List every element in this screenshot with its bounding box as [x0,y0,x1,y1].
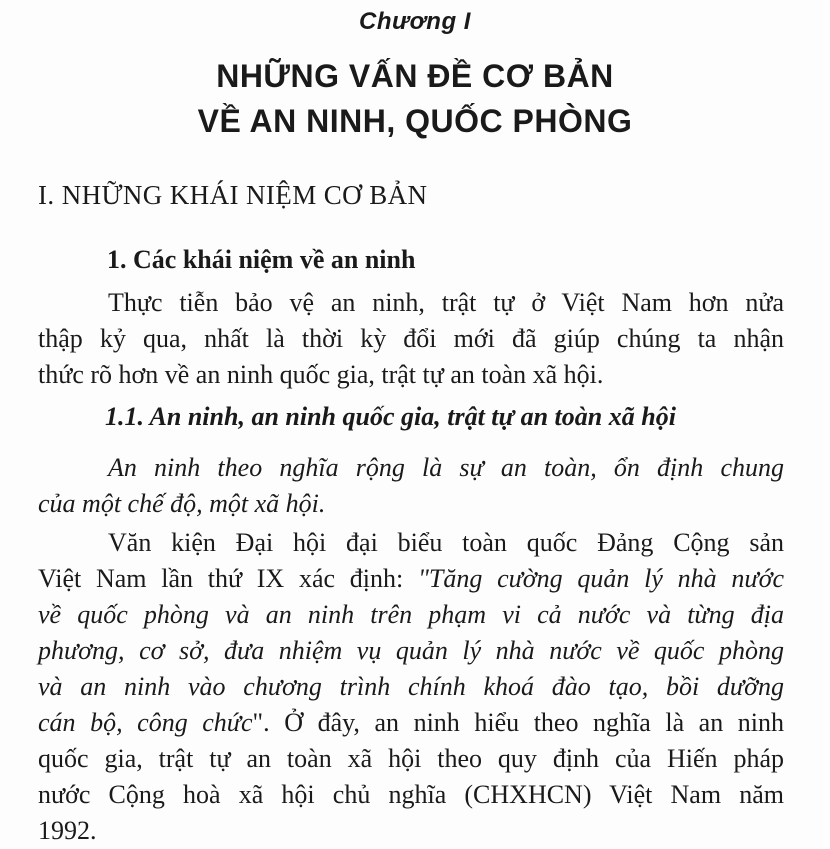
quote-run: "Tăng cường quản lý nhà nước [417,564,784,593]
subsection-heading: 1. Các khái niệm về an ninh [107,245,416,274]
paragraph-1 [38,285,784,393]
paragraph-line: nước Cộng hoà xã hội chủ nghĩa (CHXHCN) Việt Nam năm [38,780,784,809]
text-run: ". Ở đây, an ninh hiểu theo nghĩa là an ninh [252,708,785,737]
paragraph-line: Thực tiễn bảo vệ an ninh, trật tự ở Việt Nam hơn nửa [108,288,784,317]
quote-run: cán bộ, công chức [38,708,253,737]
paragraph-line: Văn kiện Đại hội đại biểu toàn quốc Đảng Cộng sản [108,528,784,557]
quote-line: và an ninh vào chương trình chính khoá đào tạo, bồi dưỡng [38,672,784,701]
text-run: Việt Nam lần thứ IX xác định: [38,564,418,593]
chapter-label: Chương I [359,8,471,35]
chapter-title-line-2: VỀ AN NINH, QUỐC PHÒNG [197,103,633,139]
paragraph-2 [38,450,784,522]
paragraph-line: An ninh theo nghĩa rộng là sự an toàn, ổn định chung [108,453,784,482]
subsubsection-heading: 1.1. An ninh, an ninh quốc gia, trật tự an toàn xã hội [105,402,676,431]
paragraph-line: 1992. [38,816,97,845]
quote-line: phương, cơ sở, đưa nhiệm vụ quản lý nhà nước về quốc phòng [38,636,784,665]
paragraph-line: thức rõ hơn về an ninh quốc gia, trật tự an toàn xã hội. [38,360,604,389]
chapter-title-line-1: NHỮNG VẤN ĐỀ CƠ BẢN [216,58,614,94]
section-heading: I. NHỮNG KHÁI NIỆM CƠ BẢN [38,180,428,210]
paragraph-3 [38,525,784,849]
quote-line: về quốc phòng và an ninh trên phạm vi cả nước và từng địa [38,600,784,629]
paragraph-line: của một chế độ, một xã hội. [38,489,326,518]
paragraph-line [38,705,784,741]
paragraph-line [38,561,784,597]
paragraph-line: thập kỷ qua, nhất là thời kỳ đổi mới đã giúp chúng ta nhận [38,324,784,353]
paragraph-line: quốc gia, trật tự an toàn xã hội theo quy định của Hiến pháp [38,744,784,773]
